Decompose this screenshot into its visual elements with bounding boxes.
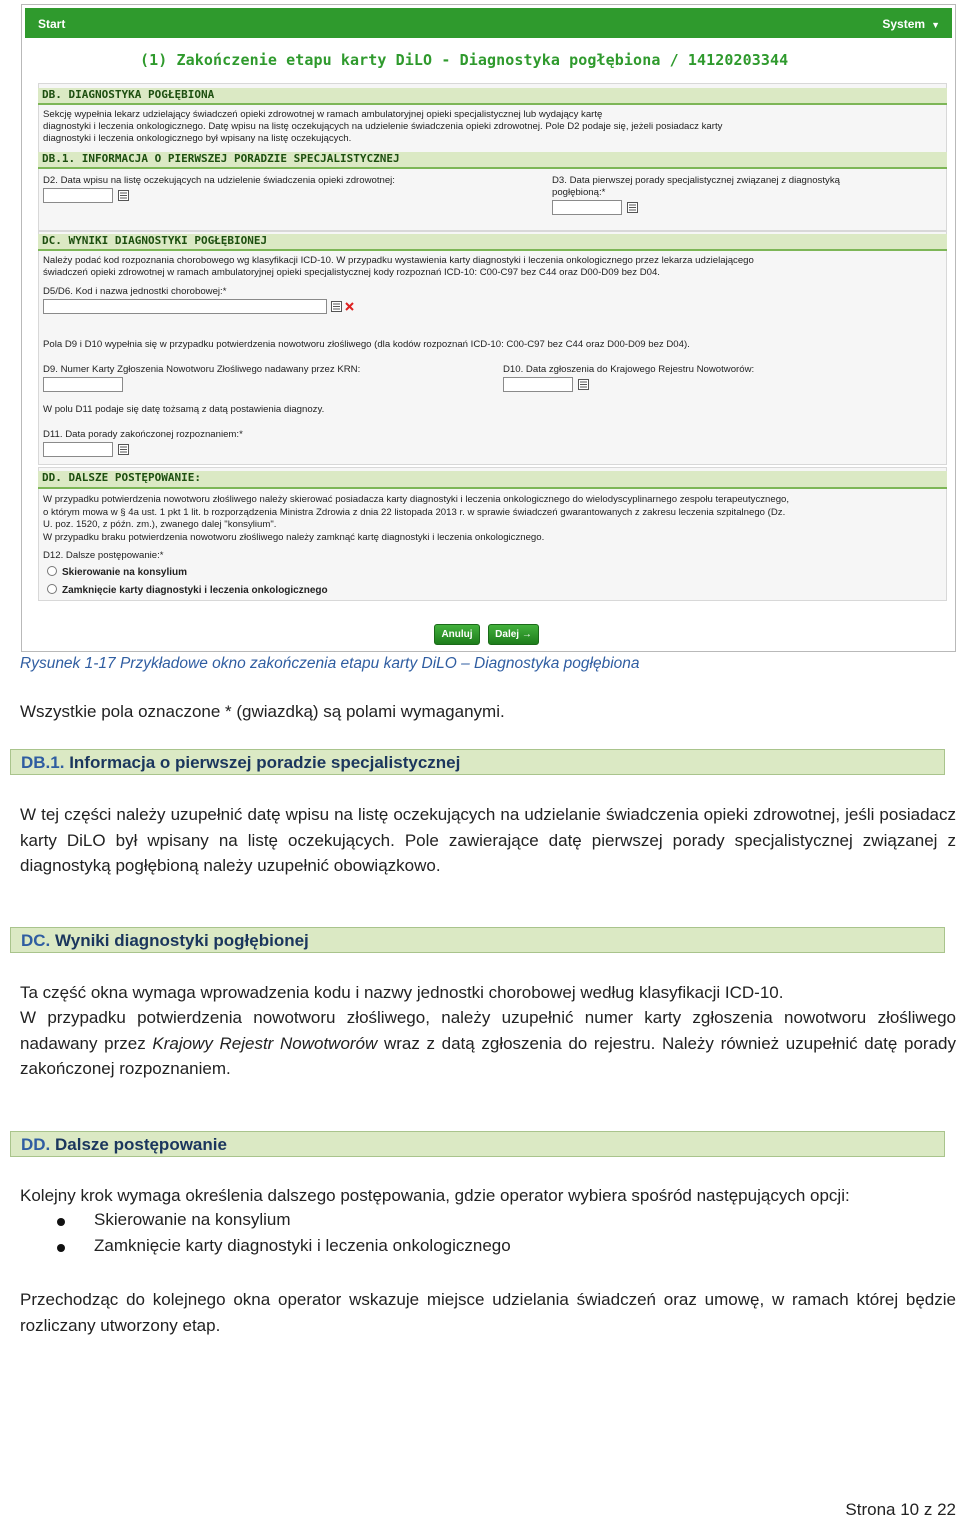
section-code: DD. [21, 1135, 51, 1154]
d2-date-input[interactable] [43, 188, 113, 203]
db-note-line3: diagnostyki i leczenia onkologicznego był wpisany na listę oczekujących. [43, 133, 352, 144]
section-code: DB.1. [21, 753, 65, 772]
chevron-down-icon: ▼ [931, 20, 940, 30]
d2-label: D2. Data wpisu na listę oczekujących na udzielenie świadczenia opieki zdrowotnej: [43, 175, 395, 186]
section-dd-paragraph1: Kolejny krok wymaga określenia dalszego postępowania, gdzie operator wybiera spośród następujących opcji: [20, 1186, 850, 1205]
section-code: DC. [21, 931, 51, 950]
d56-disease-input[interactable] [43, 299, 327, 314]
calendar-icon[interactable] [118, 190, 129, 201]
d3-date-input[interactable] [552, 200, 622, 215]
dd-note-line1: W przypadku potwierdzenia nowotworu złośliwego należy skierować posiadacza karty diagnostyki i leczenia onkologicznego do wielodyscyplinarnego zespołu terapeutycznego, [43, 494, 790, 505]
application-screenshot [21, 4, 956, 652]
option-konsylium-label[interactable]: Skierowanie na konsylium [62, 567, 188, 578]
d11-label: D11. Data porady zakończonej rozpoznaniem:* [43, 429, 243, 440]
calendar-icon[interactable] [627, 202, 638, 213]
dd-note-line2: o którym mowa w § 4a ust. 1 pkt 1 lit. b rozporządzenia Ministra Zdrowia z dnia 22 listopada 2013 r. w sprawie świadczeń gwarantowanych z zakresu leczenia szpitalnego (Dz. [43, 507, 786, 518]
d9-note: Pola D9 i D10 wypełnia się w przypadku potwierdzenia nowotworu złośliwego (dla kodów rozpoznań ICD-10: C00-C97 bez C44 oraz D00-D09 bez D04). [43, 339, 690, 350]
radio-zamkniecie[interactable] [47, 584, 57, 594]
dd-header: DD. DALSZE POSTĘPOWANIE: [38, 471, 947, 489]
section-title: Informacja o pierwszej poradzie specjalistycznej [64, 753, 461, 772]
system-menu-label: System [882, 17, 926, 31]
bullet-icon [57, 1244, 65, 1252]
calendar-icon[interactable] [118, 444, 129, 455]
db-note-line1: Sekcję wypełnia lekarz udzielający świadczeń opieki zdrowotnej w ramach ambulatoryjnej opieki specjalistycznej lub wydający kartę [43, 109, 603, 120]
d9-krn-number-input[interactable] [43, 377, 123, 392]
section-db1-header [10, 749, 945, 775]
figure-caption: Rysunek 1-17 Przykładowe okno zakończenia etapu karty DiLO – Diagnostyka pogłębiona [20, 655, 640, 672]
d3-label-line1: D3. Data pierwszej porady specjalistycznej związanej z diagnostyką [552, 175, 840, 186]
d11-date-input[interactable] [43, 442, 113, 457]
d3-label-line2: pogłębioną:* [552, 187, 606, 198]
required-fields-note: Wszystkie pola oznaczone * (gwiazdką) są polami wymaganymi. [20, 702, 505, 721]
para-italic: Krajowy Rejestr Nowotworów [152, 1033, 378, 1053]
dd-note-line4: W przypadku braku potwierdzenia nowotworu złośliwego należy zamknąć kartę diagnostyki i leczenia onkologicznego. [43, 532, 545, 543]
section-title: Dalsze postępowanie [50, 1135, 227, 1154]
system-menu[interactable] [882, 17, 940, 31]
radio-konsylium[interactable] [47, 566, 57, 576]
list-icon[interactable] [331, 301, 342, 312]
option-zamkniecie-label[interactable]: Zamknięcie karty diagnostyki i leczenia onkologicznego [62, 585, 328, 596]
d56-label: D5/D6. Kod i nazwa jednostki chorobowej:* [43, 286, 227, 297]
section-dc-paragraph2 [20, 1005, 956, 1082]
para-text: wraz z datą zgłoszenia do rejestru. Należy również uzupełnić datę porady zakończonej rozpoznaniem. [20, 1033, 956, 1078]
section-dd-paragraph2: Przechodząc do kolejnego okna operator wskazuje miejsce udzielania świadczeń oraz umowę, w ramach której będzie rozliczany utworzony etap. [20, 1290, 956, 1335]
db-header: DB. DIAGNOSTYKA POGŁĘBIONA [38, 88, 947, 105]
para-text: W przypadku potwierdzenia nowotworu złośliwego, należy uzupełnić numer karty zgłoszenia nowotworu złośliwego nadawany przez [20, 1008, 956, 1053]
cancel-button[interactable]: Anuluj [434, 624, 480, 645]
page-number: Strona 10 z 22 [845, 1500, 956, 1519]
dc-header: DC. WYNIKI DIAGNOSTYKI POGŁĘBIONEJ [38, 234, 947, 251]
d12-label: D12. Dalsze postępowanie:* [43, 550, 164, 561]
bullet-icon [57, 1218, 65, 1226]
calendar-icon[interactable] [578, 379, 589, 390]
clear-icon[interactable] [344, 301, 355, 312]
d11-note: W polu D11 podaje się datę tożsamą z datą postawienia diagnozy. [43, 404, 325, 415]
section-db1-paragraph: W tej części należy uzupełnić datę wpisu na listę oczekujących na udzielanie świadczenia opieki zdrowotnej, jeśli posiadacz karty DiLO był wpisany na listę oczekujących. Pole zawierające datę pierwszej porady specjalistycznej związanej z diagnostyką pogłębioną należy uzupełnić obowiązkowo. [20, 805, 956, 875]
window-title: (1) Zakończenie etapu karty DiLO - Diagnostyka pogłębiona / 14120203344 [140, 51, 789, 69]
db-note-line2: diagnostyki i leczenia onkologicznego. Datę wpisu na listę oczekujących na udzielenie świadczenia opieki zdrowotnej. Pole D2 podaje się, jeżeli posiadacz karty [43, 121, 723, 132]
db1-header: DB.1. INFORMACJA O PIERWSZEJ PORADZIE SPECJALISTYCZNEJ [38, 152, 947, 169]
dc-note-line1: Należy podać kod rozpoznania chorobowego wg klasyfikacji ICD-10. W przypadku wystawienia karty diagnostyki i leczenia onkologicznego przez lekarza udzielającego [43, 255, 754, 266]
dd-note-line3: U. poz. 1520, z późn. zm.), zwanego dalej "konsylium". [43, 519, 277, 530]
d10-label: D10. Data zgłoszenia do Krajowego Rejestru Nowotworów: [503, 364, 755, 375]
bullet-item: Skierowanie na konsylium [94, 1210, 291, 1229]
dc-note-line2: świadczeń opieki zdrowotnej w ramach ambulatoryjnej opieki specjalistycznej kody rozpoznań ICD-10: C00-C97 bez C44 oraz D00-D09 bez D04. [43, 267, 660, 278]
section-dc-header [10, 927, 945, 953]
section-dd-header [10, 1131, 945, 1157]
bullet-item: Zamknięcie karty diagnostyki i leczenia onkologicznego [94, 1236, 511, 1255]
section-title: Wyniki diagnostyki pogłębionej [50, 931, 309, 950]
start-menu[interactable]: Start [38, 17, 66, 31]
next-button[interactable]: Dalej → [488, 624, 539, 645]
top-menu-bar [25, 8, 952, 38]
section-dc-paragraph1: Ta część okna wymaga wprowadzenia kodu i nazwy jednostki chorobowej według klasyfikacji ICD-10. [20, 983, 784, 1002]
d9-label: D9. Numer Karty Zgłoszenia Nowotworu Złośliwego nadawany przez KRN: [43, 364, 361, 375]
d10-date-input[interactable] [503, 377, 573, 392]
